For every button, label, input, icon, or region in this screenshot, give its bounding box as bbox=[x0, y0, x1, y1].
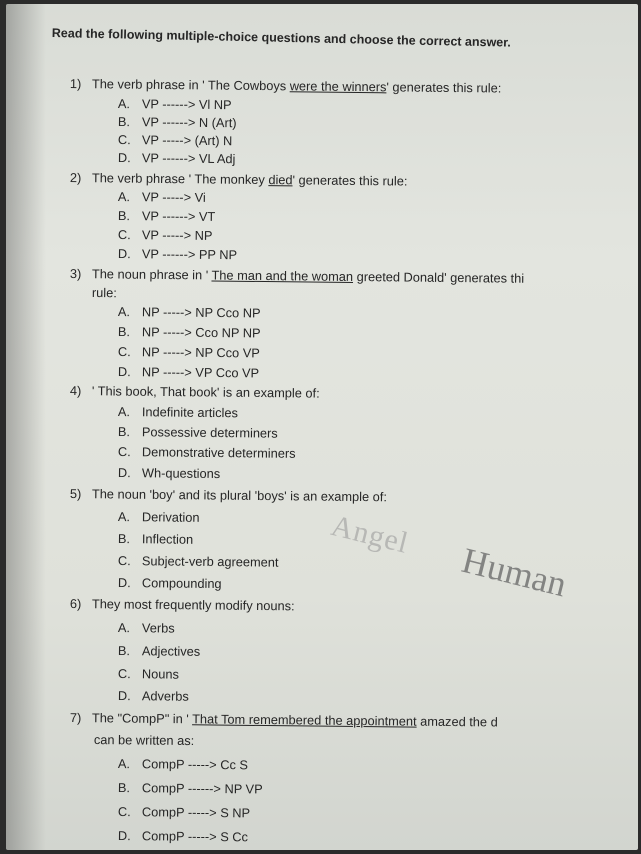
question-number: 2) bbox=[69, 170, 82, 186]
option-3b[interactable] bbox=[118, 324, 261, 340]
option-4a[interactable] bbox=[118, 404, 238, 420]
option-1b[interactable] bbox=[118, 114, 237, 130]
watermark-angel: Angel bbox=[328, 509, 413, 560]
option-text: Demonstrative determiners bbox=[141, 444, 296, 461]
question-number: 4) bbox=[69, 383, 82, 399]
option-letter: B. bbox=[117, 114, 131, 130]
question-underlined: That Tom remembered the appointment bbox=[192, 711, 417, 729]
question-underlined: The man and the woman bbox=[211, 267, 354, 284]
option-letter: A. bbox=[117, 620, 131, 636]
option-text: CompP -----> S Cc bbox=[141, 828, 249, 845]
option-text: VP ------> PP NP bbox=[141, 246, 238, 263]
question-2 bbox=[70, 170, 408, 189]
option-6b[interactable] bbox=[118, 643, 200, 659]
option-2c[interactable] bbox=[118, 227, 213, 243]
question-text: They most frequently modify nouns: bbox=[91, 596, 295, 614]
option-4b[interactable] bbox=[118, 424, 278, 441]
option-text: Verbs bbox=[141, 620, 175, 636]
option-text: NP -----> Cco NP NP bbox=[141, 324, 261, 341]
question-text: The noun phrase in ' bbox=[91, 266, 212, 283]
option-2b[interactable] bbox=[118, 208, 216, 224]
option-5a[interactable] bbox=[118, 509, 200, 525]
option-text: Derivation bbox=[141, 509, 200, 525]
option-6d[interactable] bbox=[118, 688, 189, 704]
option-letter: C. bbox=[117, 344, 131, 360]
question-text: ' This book, That book' is an example of: bbox=[91, 383, 320, 401]
option-text: VP ------> Vl NP bbox=[141, 96, 232, 113]
option-letter: B. bbox=[117, 324, 131, 340]
option-text: Possessive determiners bbox=[141, 424, 278, 441]
option-text: Subject-verb agreement bbox=[141, 553, 279, 570]
question-text-end: amazed the d bbox=[416, 713, 498, 730]
question-text: The noun 'boy' and its plural 'boys' is an example of: bbox=[91, 486, 388, 505]
question-text: The "CompP" in ' bbox=[91, 710, 193, 727]
option-letter: B. bbox=[117, 208, 131, 224]
option-text: Indefinite articles bbox=[141, 404, 239, 421]
option-letter: C. bbox=[117, 666, 131, 682]
question-3-line2: rule: bbox=[91, 285, 117, 301]
option-4d[interactable] bbox=[118, 465, 220, 481]
option-text: Adjectives bbox=[141, 643, 201, 659]
option-text: Compounding bbox=[141, 575, 222, 592]
question-text-end: ' generates this rule: bbox=[386, 79, 502, 96]
option-letter: C. bbox=[117, 227, 131, 243]
question-text: The verb phrase ' The monkey bbox=[91, 170, 269, 188]
option-text: VP ------> VL Adj bbox=[141, 150, 236, 167]
option-text: VP -----> Vi bbox=[141, 189, 206, 205]
option-1c[interactable] bbox=[118, 132, 233, 148]
option-4c[interactable] bbox=[118, 444, 296, 461]
question-4 bbox=[70, 383, 320, 401]
option-text: NP -----> NP Cco NP bbox=[141, 304, 261, 321]
option-letter: D. bbox=[117, 828, 131, 844]
option-text: VP ------> VT bbox=[141, 208, 216, 225]
question-7 bbox=[70, 710, 498, 729]
option-letter: D. bbox=[117, 575, 131, 591]
option-letter: A. bbox=[117, 509, 131, 525]
option-letter: C. bbox=[117, 804, 131, 820]
option-3c[interactable] bbox=[118, 344, 260, 360]
question-number: 5) bbox=[69, 486, 82, 502]
option-letter: D. bbox=[117, 688, 131, 704]
question-underlined: were the winners bbox=[289, 78, 387, 95]
option-letter: A. bbox=[117, 756, 131, 772]
question-6 bbox=[70, 596, 295, 613]
option-text: VP -----> (Art) N bbox=[141, 132, 233, 149]
option-7b[interactable] bbox=[118, 780, 263, 797]
question-3 bbox=[70, 266, 524, 286]
option-7d[interactable] bbox=[118, 828, 248, 844]
question-underlined: died bbox=[268, 172, 293, 188]
option-text: CompP -----> S NP bbox=[141, 804, 251, 821]
option-text: Nouns bbox=[141, 666, 179, 682]
option-7c[interactable] bbox=[118, 804, 250, 820]
question-text-end: greeted Donald' generates thi bbox=[352, 268, 525, 286]
question-5 bbox=[70, 486, 387, 504]
option-letter: B. bbox=[117, 531, 131, 547]
option-6c[interactable] bbox=[118, 666, 179, 682]
option-5c[interactable] bbox=[118, 553, 279, 570]
option-text: VP ------> N (Art) bbox=[141, 114, 237, 131]
option-letter: C. bbox=[117, 132, 131, 148]
option-1a[interactable] bbox=[118, 96, 232, 112]
option-1d[interactable] bbox=[118, 150, 236, 166]
option-3a[interactable] bbox=[118, 304, 261, 320]
option-letter: B. bbox=[117, 424, 131, 440]
question-number: 1) bbox=[69, 76, 82, 92]
option-5d[interactable] bbox=[118, 575, 222, 591]
option-letter: D. bbox=[117, 246, 131, 262]
page-content bbox=[6, 4, 638, 850]
option-letter: B. bbox=[117, 643, 131, 659]
option-text: Adverbs bbox=[141, 688, 189, 704]
option-5b[interactable] bbox=[118, 531, 193, 547]
option-6a[interactable] bbox=[118, 620, 175, 636]
option-text: Inflection bbox=[141, 531, 194, 547]
option-letter: A. bbox=[117, 96, 131, 112]
question-number: 6) bbox=[69, 596, 82, 612]
option-letter: B. bbox=[117, 780, 131, 796]
option-letter: C. bbox=[117, 444, 131, 460]
question-text-end: ' generates this rule: bbox=[292, 172, 408, 189]
question-text: The verb phrase in ' The Cowboys bbox=[91, 76, 290, 94]
question-1 bbox=[70, 76, 502, 96]
option-text: VP -----> NP bbox=[141, 227, 213, 243]
option-3d[interactable] bbox=[118, 364, 259, 380]
option-text: CompP -----> Cc S bbox=[141, 756, 249, 773]
option-letter: D. bbox=[117, 364, 131, 380]
instructions-heading: Read the following multiple-choice questions and choose the correct answer. bbox=[51, 26, 512, 50]
option-letter: D. bbox=[117, 150, 131, 166]
option-2a[interactable] bbox=[118, 189, 206, 205]
option-letter: A. bbox=[117, 404, 131, 420]
option-2d[interactable] bbox=[118, 246, 237, 262]
option-text: NP -----> NP Cco VP bbox=[141, 344, 260, 361]
option-letter: C. bbox=[117, 553, 131, 569]
question-7-line2: can be written as: bbox=[93, 732, 195, 749]
option-letter: D. bbox=[117, 465, 131, 481]
option-letter: A. bbox=[117, 304, 131, 320]
option-letter: A. bbox=[117, 189, 131, 205]
question-number: 3) bbox=[69, 266, 82, 282]
option-7a[interactable] bbox=[118, 756, 248, 772]
option-text: NP -----> VP Cco VP bbox=[141, 364, 260, 381]
exam-page bbox=[6, 4, 638, 850]
option-text: CompP ------> NP VP bbox=[141, 780, 263, 797]
option-text: Wh-questions bbox=[141, 465, 221, 482]
question-number: 7) bbox=[69, 710, 82, 726]
watermark-human: Human bbox=[458, 539, 571, 605]
